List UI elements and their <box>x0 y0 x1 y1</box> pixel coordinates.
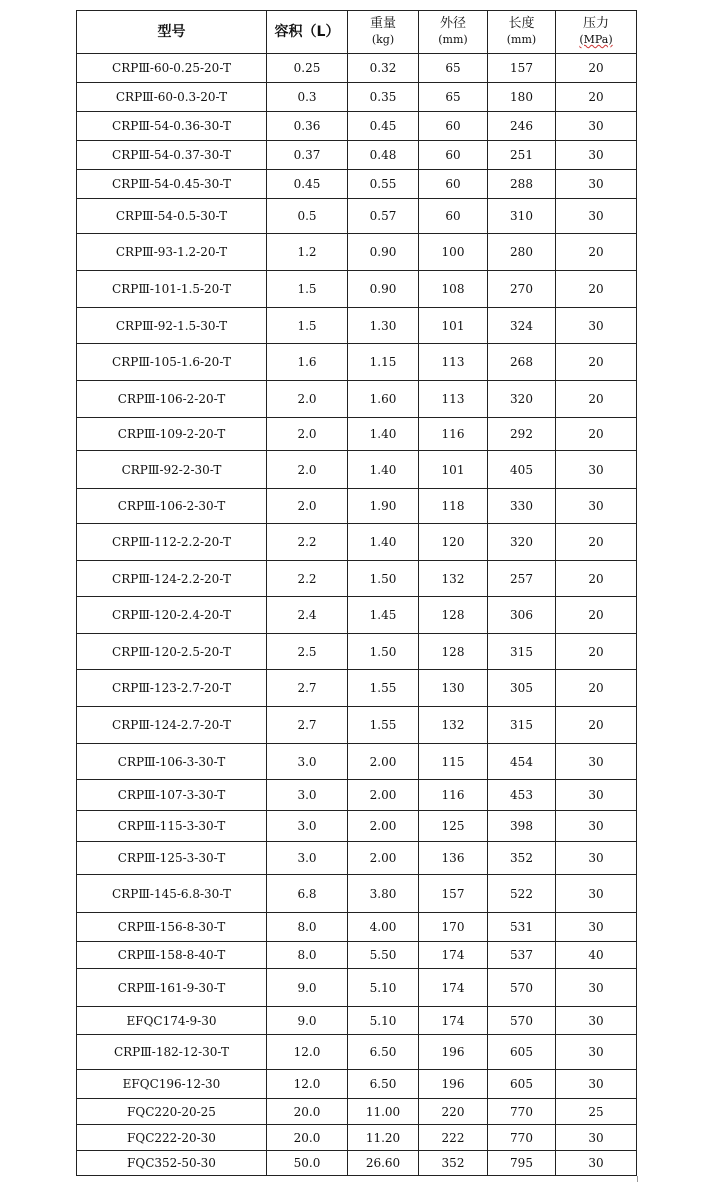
cell-model: CRPⅢ-125-3-30-T <box>77 842 267 875</box>
table-row <box>77 489 637 524</box>
cell-volume: 0.5 <box>267 199 348 234</box>
cell-weight: 2.00 <box>348 744 419 780</box>
cell-pressure: 30 <box>556 1151 637 1176</box>
cell-model: CRPⅢ-123-2.7-20-T <box>77 670 267 707</box>
cell-model: CRPⅢ-54-0.45-30-T <box>77 170 267 199</box>
header-model: 型号 <box>77 11 267 54</box>
cell-diameter: 100 <box>419 234 488 271</box>
cell-pressure: 20 <box>556 344 637 381</box>
cell-volume: 2.7 <box>267 670 348 707</box>
cell-model: CRPⅢ-182-12-30-T <box>77 1035 267 1070</box>
cell-model: CRPⅢ-112-2.2-20-T <box>77 524 267 561</box>
cell-pressure: 30 <box>556 170 637 199</box>
cell-model: CRPⅢ-92-1.5-30-T <box>77 308 267 344</box>
cell-weight: 0.48 <box>348 141 419 170</box>
cell-pressure: 20 <box>556 597 637 634</box>
cell-volume: 0.45 <box>267 170 348 199</box>
header-row <box>77 11 637 54</box>
cell-pressure: 30 <box>556 811 637 842</box>
cell-pressure: 30 <box>556 1035 637 1070</box>
cell-pressure: 20 <box>556 83 637 112</box>
table-row <box>77 942 637 969</box>
cell-diameter: 136 <box>419 842 488 875</box>
cell-diameter: 132 <box>419 561 488 597</box>
cell-model: FQC352-50-30 <box>77 1151 267 1176</box>
cell-length: 795 <box>488 1151 556 1176</box>
cell-weight: 1.90 <box>348 489 419 524</box>
cell-length: 770 <box>488 1125 556 1151</box>
cell-weight: 1.50 <box>348 634 419 670</box>
cell-pressure: 20 <box>556 707 637 744</box>
cell-weight: 1.60 <box>348 381 419 418</box>
cell-model: CRPⅢ-120-2.5-20-T <box>77 634 267 670</box>
cell-model: CRPⅢ-60-0.3-20-T <box>77 83 267 112</box>
cell-length: 315 <box>488 707 556 744</box>
spec-table <box>76 10 637 1176</box>
cell-volume: 12.0 <box>267 1070 348 1099</box>
cell-volume: 6.8 <box>267 875 348 913</box>
cell-model: EFQC174-9-30 <box>77 1007 267 1035</box>
cell-pressure: 20 <box>556 234 637 271</box>
cell-pressure: 20 <box>556 54 637 83</box>
cell-pressure: 30 <box>556 1007 637 1035</box>
cell-pressure: 30 <box>556 308 637 344</box>
cell-model: CRPⅢ-109-2-20-T <box>77 418 267 451</box>
cell-pressure: 20 <box>556 381 637 418</box>
cell-diameter: 352 <box>419 1151 488 1176</box>
cell-weight: 11.20 <box>348 1125 419 1151</box>
table-row <box>77 271 637 308</box>
table-row <box>77 524 637 561</box>
table-row <box>77 54 637 83</box>
cell-volume: 0.36 <box>267 112 348 141</box>
table-row <box>77 451 637 489</box>
cell-volume: 1.5 <box>267 271 348 308</box>
cell-diameter: 108 <box>419 271 488 308</box>
cell-pressure: 20 <box>556 271 637 308</box>
table-row <box>77 234 637 271</box>
table-row <box>77 707 637 744</box>
cell-volume: 3.0 <box>267 842 348 875</box>
cell-diameter: 118 <box>419 489 488 524</box>
cell-weight: 1.15 <box>348 344 419 381</box>
cell-model: CRPⅢ-124-2.2-20-T <box>77 561 267 597</box>
header-volume: 容积（L） <box>267 11 348 54</box>
cell-pressure: 40 <box>556 942 637 969</box>
cell-diameter: 60 <box>419 199 488 234</box>
cell-length: 305 <box>488 670 556 707</box>
cell-volume: 2.0 <box>267 381 348 418</box>
cell-weight: 1.55 <box>348 707 419 744</box>
cell-volume: 1.5 <box>267 308 348 344</box>
table-row <box>77 842 637 875</box>
cell-length: 288 <box>488 170 556 199</box>
cell-volume: 3.0 <box>267 811 348 842</box>
cell-pressure: 20 <box>556 418 637 451</box>
cell-model: CRPⅢ-105-1.6-20-T <box>77 344 267 381</box>
cell-weight: 1.45 <box>348 597 419 634</box>
cell-weight: 0.45 <box>348 112 419 141</box>
header-length-unit: (mm) <box>506 33 537 46</box>
cell-weight: 2.00 <box>348 842 419 875</box>
cell-diameter: 125 <box>419 811 488 842</box>
cell-length: 522 <box>488 875 556 913</box>
cell-diameter: 101 <box>419 451 488 489</box>
cell-pressure: 30 <box>556 451 637 489</box>
cell-model: CRPⅢ-54-0.37-30-T <box>77 141 267 170</box>
cell-weight: 0.32 <box>348 54 419 83</box>
cell-pressure: 30 <box>556 1125 637 1151</box>
cell-length: 157 <box>488 54 556 83</box>
cell-length: 770 <box>488 1099 556 1125</box>
corner-mark <box>637 1176 642 1182</box>
table-row <box>77 597 637 634</box>
cell-volume: 20.0 <box>267 1099 348 1125</box>
table-row <box>77 670 637 707</box>
cell-weight: 1.40 <box>348 418 419 451</box>
cell-diameter: 130 <box>419 670 488 707</box>
cell-length: 531 <box>488 913 556 942</box>
cell-diameter: 132 <box>419 707 488 744</box>
cell-pressure: 30 <box>556 1070 637 1099</box>
cell-model: CRPⅢ-106-3-30-T <box>77 744 267 780</box>
cell-diameter: 174 <box>419 1007 488 1035</box>
cell-model: CRPⅢ-161-9-30-T <box>77 969 267 1007</box>
cell-weight: 1.30 <box>348 308 419 344</box>
header-weight-label: 重量 <box>369 16 396 31</box>
cell-diameter: 115 <box>419 744 488 780</box>
cell-diameter: 220 <box>419 1099 488 1125</box>
cell-weight: 5.10 <box>348 1007 419 1035</box>
cell-weight: 0.35 <box>348 83 419 112</box>
cell-length: 570 <box>488 1007 556 1035</box>
cell-weight: 0.57 <box>348 199 419 234</box>
table-row <box>77 199 637 234</box>
cell-volume: 9.0 <box>267 1007 348 1035</box>
cell-model: CRPⅢ-92-2-30-T <box>77 451 267 489</box>
cell-diameter: 65 <box>419 83 488 112</box>
cell-diameter: 116 <box>419 418 488 451</box>
table-row <box>77 1099 637 1125</box>
cell-length: 330 <box>488 489 556 524</box>
cell-diameter: 113 <box>419 344 488 381</box>
cell-volume: 1.2 <box>267 234 348 271</box>
cell-length: 324 <box>488 308 556 344</box>
cell-model: CRPⅢ-54-0.36-30-T <box>77 112 267 141</box>
cell-length: 605 <box>488 1070 556 1099</box>
cell-volume: 1.6 <box>267 344 348 381</box>
cell-length: 251 <box>488 141 556 170</box>
table-row <box>77 1151 637 1176</box>
cell-length: 453 <box>488 780 556 811</box>
cell-weight: 5.50 <box>348 942 419 969</box>
cell-volume: 2.2 <box>267 561 348 597</box>
cell-weight: 1.40 <box>348 451 419 489</box>
cell-model: EFQC196-12-30 <box>77 1070 267 1099</box>
cell-volume: 3.0 <box>267 744 348 780</box>
cell-diameter: 157 <box>419 875 488 913</box>
cell-model: CRPⅢ-145-6.8-30-T <box>77 875 267 913</box>
spec-table-body <box>77 54 637 1176</box>
cell-diameter: 128 <box>419 597 488 634</box>
table-row <box>77 780 637 811</box>
cell-model: CRPⅢ-106-2-20-T <box>77 381 267 418</box>
table-row <box>77 418 637 451</box>
cell-model: CRPⅢ-93-1.2-20-T <box>77 234 267 271</box>
cell-model: CRPⅢ-120-2.4-20-T <box>77 597 267 634</box>
cell-diameter: 222 <box>419 1125 488 1151</box>
cell-length: 570 <box>488 969 556 1007</box>
cell-weight: 6.50 <box>348 1070 419 1099</box>
cell-diameter: 174 <box>419 969 488 1007</box>
cell-weight: 0.90 <box>348 234 419 271</box>
cell-weight: 11.00 <box>348 1099 419 1125</box>
cell-length: 605 <box>488 1035 556 1070</box>
cell-length: 257 <box>488 561 556 597</box>
table-row <box>77 969 637 1007</box>
cell-volume: 2.2 <box>267 524 348 561</box>
cell-pressure: 30 <box>556 969 637 1007</box>
cell-diameter: 120 <box>419 524 488 561</box>
cell-volume: 2.0 <box>267 489 348 524</box>
cell-pressure: 30 <box>556 744 637 780</box>
table-row <box>77 1007 637 1035</box>
cell-volume: 8.0 <box>267 942 348 969</box>
cell-weight: 5.10 <box>348 969 419 1007</box>
cell-model: CRPⅢ-158-8-40-T <box>77 942 267 969</box>
cell-volume: 9.0 <box>267 969 348 1007</box>
cell-weight: 1.55 <box>348 670 419 707</box>
cell-diameter: 113 <box>419 381 488 418</box>
cell-pressure: 30 <box>556 842 637 875</box>
cell-pressure: 25 <box>556 1099 637 1125</box>
cell-volume: 3.0 <box>267 780 348 811</box>
cell-length: 306 <box>488 597 556 634</box>
cell-length: 454 <box>488 744 556 780</box>
cell-volume: 2.4 <box>267 597 348 634</box>
cell-weight: 1.50 <box>348 561 419 597</box>
table-row <box>77 308 637 344</box>
header-pressure-unit: (MPa) <box>579 33 613 46</box>
cell-pressure: 30 <box>556 489 637 524</box>
table-row <box>77 83 637 112</box>
table-row <box>77 170 637 199</box>
cell-diameter: 196 <box>419 1035 488 1070</box>
cell-diameter: 60 <box>419 112 488 141</box>
cell-length: 292 <box>488 418 556 451</box>
cell-volume: 0.25 <box>267 54 348 83</box>
header-weight-unit: (kg) <box>371 33 395 46</box>
cell-diameter: 170 <box>419 913 488 942</box>
table-row <box>77 344 637 381</box>
header-diameter <box>419 11 488 54</box>
cell-pressure: 30 <box>556 141 637 170</box>
cell-diameter: 174 <box>419 942 488 969</box>
cell-length: 352 <box>488 842 556 875</box>
cell-diameter: 128 <box>419 634 488 670</box>
cell-pressure: 30 <box>556 875 637 913</box>
cell-model: CRPⅢ-60-0.25-20-T <box>77 54 267 83</box>
table-row <box>77 634 637 670</box>
cell-diameter: 101 <box>419 308 488 344</box>
cell-pressure: 30 <box>556 112 637 141</box>
cell-pressure: 20 <box>556 524 637 561</box>
cell-diameter: 65 <box>419 54 488 83</box>
header-diameter-label: 外径 <box>439 16 466 31</box>
table-row <box>77 561 637 597</box>
cell-volume: 8.0 <box>267 913 348 942</box>
cell-length: 280 <box>488 234 556 271</box>
cell-model: CRPⅢ-106-2-30-T <box>77 489 267 524</box>
cell-volume: 50.0 <box>267 1151 348 1176</box>
cell-volume: 0.37 <box>267 141 348 170</box>
cell-pressure: 20 <box>556 670 637 707</box>
cell-model: CRPⅢ-54-0.5-30-T <box>77 199 267 234</box>
header-pressure-label: 压力 <box>582 16 609 31</box>
header-diameter-unit: (mm) <box>438 33 468 46</box>
table-row <box>77 811 637 842</box>
cell-weight: 1.40 <box>348 524 419 561</box>
cell-diameter: 196 <box>419 1070 488 1099</box>
cell-length: 398 <box>488 811 556 842</box>
cell-model: CRPⅢ-101-1.5-20-T <box>77 271 267 308</box>
cell-pressure: 20 <box>556 634 637 670</box>
cell-pressure: 20 <box>556 561 637 597</box>
cell-volume: 2.0 <box>267 451 348 489</box>
cell-weight: 3.80 <box>348 875 419 913</box>
cell-pressure: 30 <box>556 199 637 234</box>
cell-diameter: 116 <box>419 780 488 811</box>
cell-pressure: 30 <box>556 780 637 811</box>
cell-weight: 0.55 <box>348 170 419 199</box>
table-row <box>77 381 637 418</box>
cell-length: 320 <box>488 524 556 561</box>
table-row <box>77 1125 637 1151</box>
cell-pressure: 30 <box>556 913 637 942</box>
table-row <box>77 1070 637 1099</box>
cell-volume: 2.0 <box>267 418 348 451</box>
cell-length: 310 <box>488 199 556 234</box>
cell-model: CRPⅢ-156-8-30-T <box>77 913 267 942</box>
cell-weight: 0.90 <box>348 271 419 308</box>
cell-length: 405 <box>488 451 556 489</box>
cell-volume: 2.7 <box>267 707 348 744</box>
header-length <box>488 11 556 54</box>
cell-length: 315 <box>488 634 556 670</box>
cell-volume: 12.0 <box>267 1035 348 1070</box>
cell-diameter: 60 <box>419 170 488 199</box>
cell-weight: 2.00 <box>348 811 419 842</box>
cell-volume: 20.0 <box>267 1125 348 1151</box>
table-row <box>77 1035 637 1070</box>
cell-model: CRPⅢ-115-3-30-T <box>77 811 267 842</box>
cell-volume: 2.5 <box>267 634 348 670</box>
cell-length: 268 <box>488 344 556 381</box>
cell-weight: 6.50 <box>348 1035 419 1070</box>
cell-weight: 26.60 <box>348 1151 419 1176</box>
cell-length: 537 <box>488 942 556 969</box>
cell-weight: 2.00 <box>348 780 419 811</box>
table-row <box>77 112 637 141</box>
table-row <box>77 875 637 913</box>
cell-volume: 0.3 <box>267 83 348 112</box>
cell-model: CRPⅢ-124-2.7-20-T <box>77 707 267 744</box>
table-row <box>77 744 637 780</box>
cell-length: 320 <box>488 381 556 418</box>
cell-diameter: 60 <box>419 141 488 170</box>
header-pressure <box>556 11 637 54</box>
cell-length: 180 <box>488 83 556 112</box>
cell-model: FQC222-20-30 <box>77 1125 267 1151</box>
table-row <box>77 913 637 942</box>
cell-length: 270 <box>488 271 556 308</box>
cell-length: 246 <box>488 112 556 141</box>
cell-weight: 4.00 <box>348 913 419 942</box>
cell-model: CRPⅢ-107-3-30-T <box>77 780 267 811</box>
cell-model: FQC220-20-25 <box>77 1099 267 1125</box>
header-weight <box>348 11 419 54</box>
table-row <box>77 141 637 170</box>
header-length-label: 长度 <box>508 16 535 31</box>
